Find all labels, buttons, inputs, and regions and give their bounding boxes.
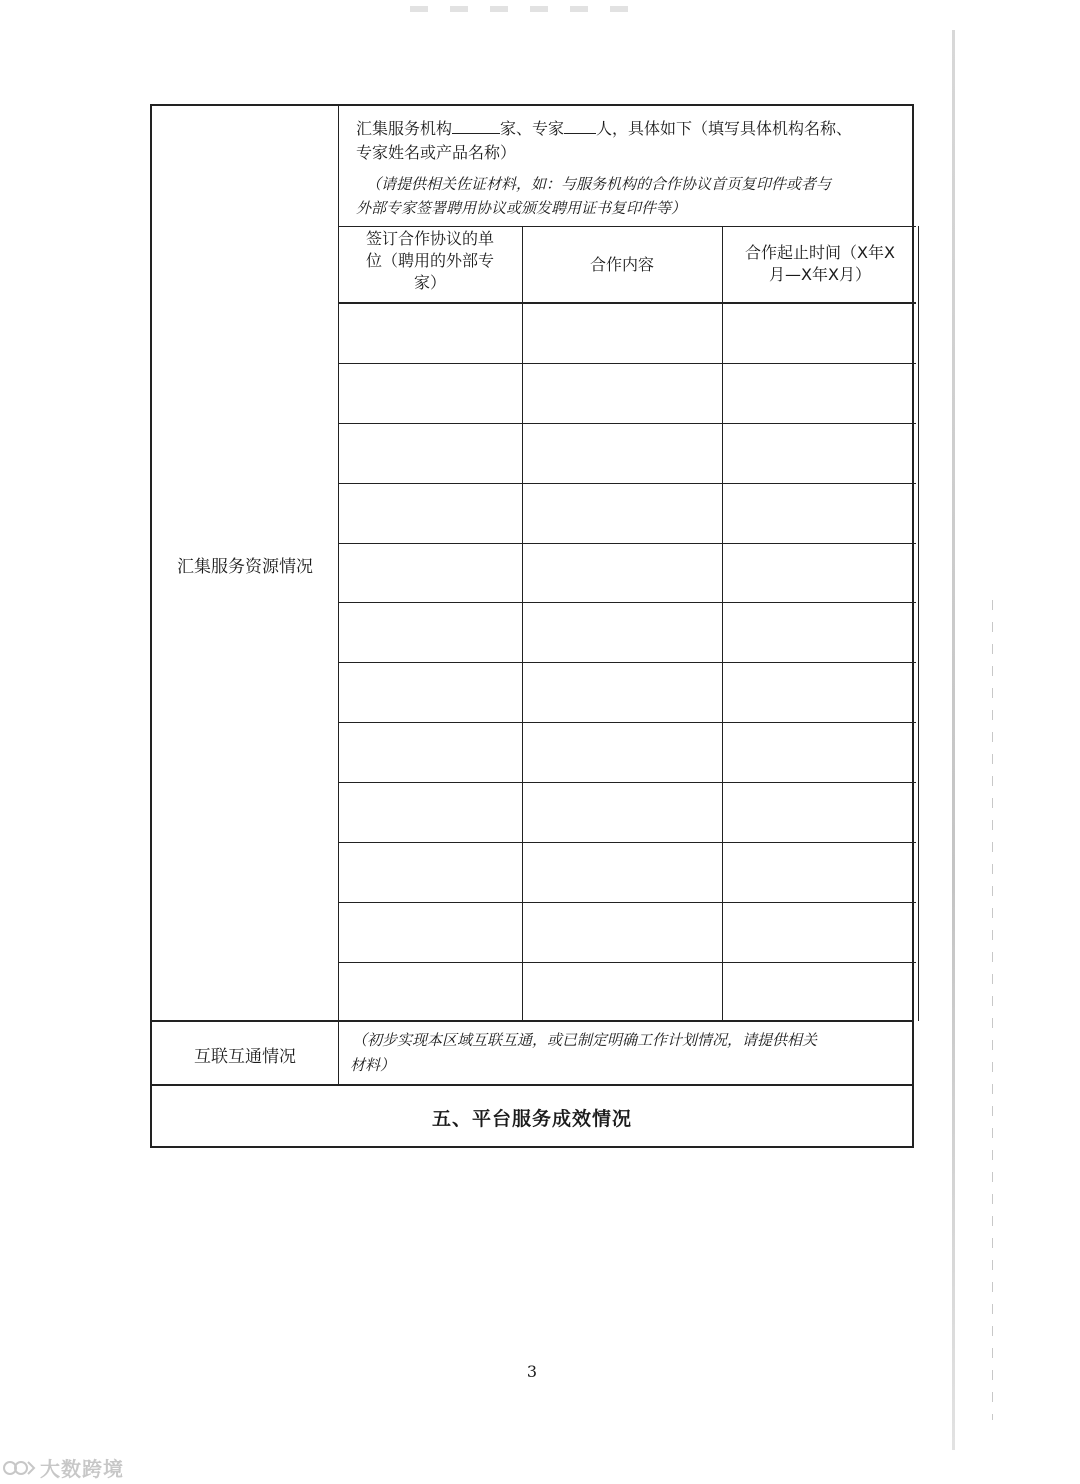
watermark	[2, 1452, 124, 1482]
resources-intro	[356, 118, 908, 140]
intro-part1: 汇集服务机构	[356, 119, 453, 138]
divider-resources-bottom	[152, 1020, 912, 1022]
divider-interconnect-bottom	[152, 1084, 912, 1086]
resource-table-body[interactable]	[339, 304, 915, 1021]
blank-org-count[interactable]	[452, 119, 500, 134]
form-table	[150, 104, 914, 1148]
watermark-text: 大数跨境	[40, 1456, 124, 1481]
resources-note-line2: 外部专家签署聘用协议或颁发聘用证书复印件等）	[356, 199, 687, 217]
column-header-content: 合作内容	[589, 255, 654, 274]
interconnect-note-line1: （初步实现本区域互联互通，或已制定明确工作计划情况，请提供相关	[352, 1031, 818, 1049]
intro-part3: 人，具体如下（填写具体机构名称、	[596, 119, 853, 138]
resources-intro-line2: 专家姓名或产品名称）	[356, 143, 517, 162]
interconnect-note-line2: 材料）	[350, 1056, 396, 1074]
column-header-period: 合作起止时间（X年X 月—X年X月）	[745, 243, 895, 284]
interconnect-row-label: 互联互通情况	[194, 1047, 296, 1067]
watermark-logo-icon	[2, 1456, 36, 1478]
blank-expert-count[interactable]	[564, 119, 596, 134]
resources-row-label: 汇集服务资源情况	[177, 557, 313, 577]
scan-edge-dashed	[992, 600, 993, 1420]
scan-smudge	[410, 6, 640, 12]
scan-edge-line	[952, 30, 955, 1450]
column-header-unit: 签订合作协议的单 位（聘用的外部专 家）	[365, 229, 494, 292]
page-number: 3	[526, 1362, 538, 1381]
divider-col-3	[918, 226, 919, 1021]
intro-part2: 家、专家	[500, 119, 565, 138]
section-title: 五、平台服务成效情况	[431, 1108, 632, 1130]
resources-note-line1: （请提供相关佐证材料，如：与服务机构的合作协议首页复印件或者与	[366, 175, 832, 193]
divider-intro-bottom	[338, 226, 916, 227]
